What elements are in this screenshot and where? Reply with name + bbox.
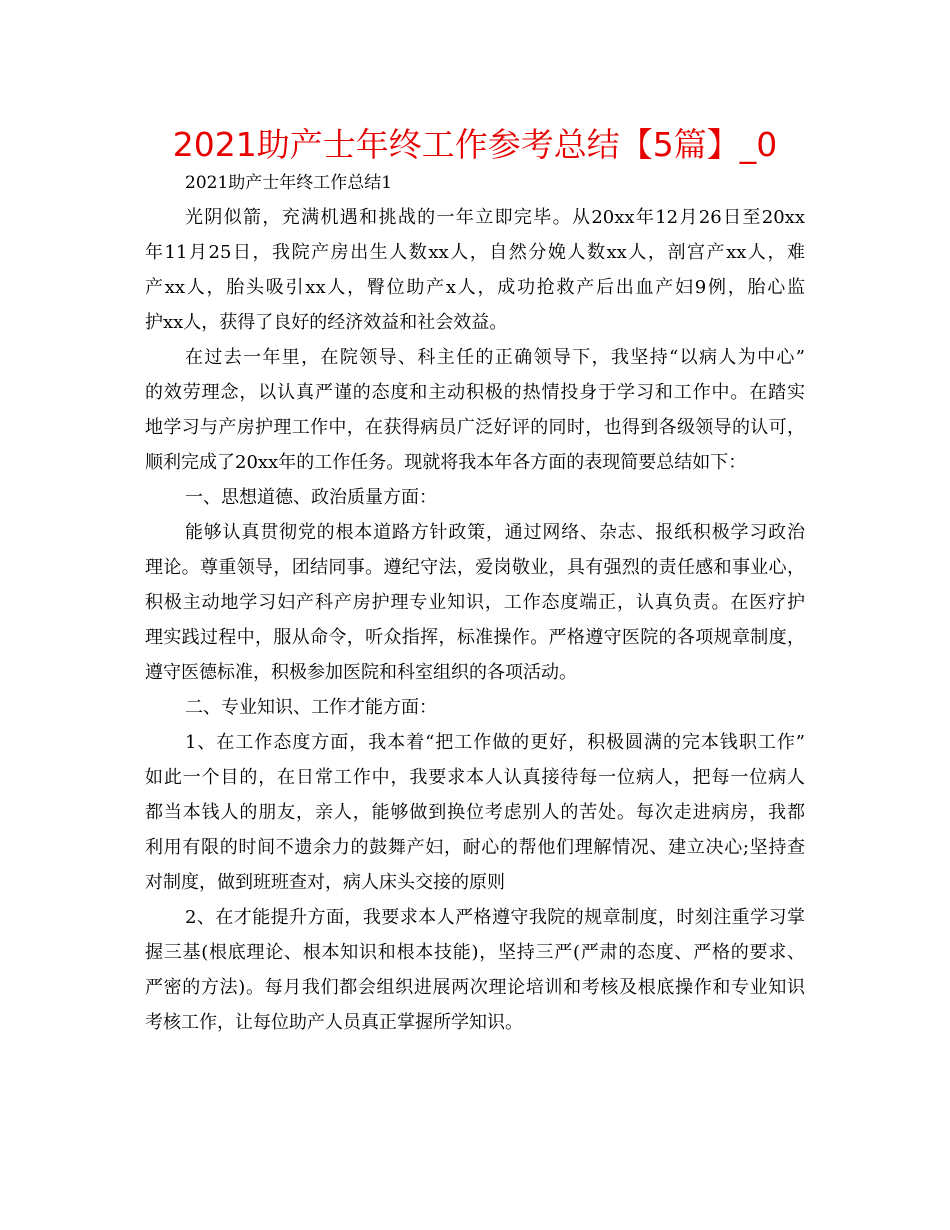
paragraph-line: 理实践过程中，服从命令，听众指挥，标准操作。严格遵守医院的各项规章制度，: [145, 627, 805, 648]
paragraph-line: 年11月25日，我院产房出生人数xx人，自然分娩人数xx人，剖宫产xx人，难: [145, 242, 805, 263]
section-heading: 一、思想道德、政治质量方面：: [185, 487, 437, 508]
document-title: 2021助产士年终工作参考总结【5篇】_0: [172, 125, 778, 164]
paragraph-line: 护xx人，获得了良好的经济效益和社会效益。: [145, 312, 508, 333]
paragraph-line: 在过去一年里，在院领导、科主任的正确领导下，我坚持“以病人为中心”: [185, 347, 805, 368]
paragraph-line: 2、在才能提升方面，我要求本人严格遵守我院的规章制度，时刻注重学习掌: [185, 907, 805, 928]
paragraph-line: 严密的方法)。每月我们都会组织进展两次理论培训和考核及根底操作和专业知识: [145, 977, 805, 998]
paragraph-line: 握三基(根底理论、根本知识和根本技能)，坚持三严(严肃的态度、严格的要求、: [145, 942, 805, 963]
paragraph-line: 理论。尊重领导，团结同事。遵纪守法，爱岗敬业，具有强烈的责任感和事业心，: [145, 557, 805, 578]
paragraph-line: 遵守医德标准，积极参加医院和科室组织的各项活动。: [145, 662, 577, 683]
section-heading: 二、专业知识、工作才能方面：: [185, 697, 437, 718]
paragraph-line: 利用有限的时间不遗余力的鼓舞产妇，耐心的帮他们理解情况、建立决心;坚持查: [145, 837, 805, 858]
paragraph-line: 的效劳理念，以认真严谨的态度和主动积极的热情投身于学习和工作中。在踏实: [145, 382, 805, 403]
paragraph-line: 如此一个目的，在日常工作中，我要求本人认真接待每一位病人，把每一位病人: [145, 767, 805, 788]
paragraph-line: 地学习与产房护理工作中，在获得病员广泛好评的同时，也得到各级领导的认可，: [145, 417, 805, 438]
paragraph-line: 产xx人，胎头吸引xx人，臀位助产x人，成功抢救产后出血产妇9例，胎心监: [145, 277, 805, 298]
paragraph-line: 1、在工作态度方面，我本着“把工作做的更好，积极圆满的完本钱职工作”: [185, 732, 805, 753]
paragraph-line: 积极主动地学习妇产科产房护理专业知识，工作态度端正，认真负责。在医疗护: [145, 592, 805, 613]
paragraph-line: 光阴似箭，充满机遇和挑战的一年立即完毕。从20xx年12月26日至20xx: [185, 207, 805, 228]
paragraph-line: 考核工作，让每位助产人员真正掌握所学知识。: [145, 1012, 523, 1033]
paragraph-line: 顺利完成了20xx年的工作任务。现就将我本年各方面的表现简要总结如下：: [145, 452, 747, 473]
section-subtitle: 2021助产士年终工作总结1: [185, 173, 393, 193]
paragraph-line: 能够认真贯彻党的根本道路方针政策，通过网络、杂志、报纸积极学习政治: [185, 522, 805, 543]
paragraph-line: 对制度，做到班班查对，病人床头交接的原则: [145, 872, 505, 893]
paragraph-line: 都当本钱人的朋友，亲人，能够做到换位考虑别人的苦处。每次走进病房，我都: [145, 802, 805, 823]
